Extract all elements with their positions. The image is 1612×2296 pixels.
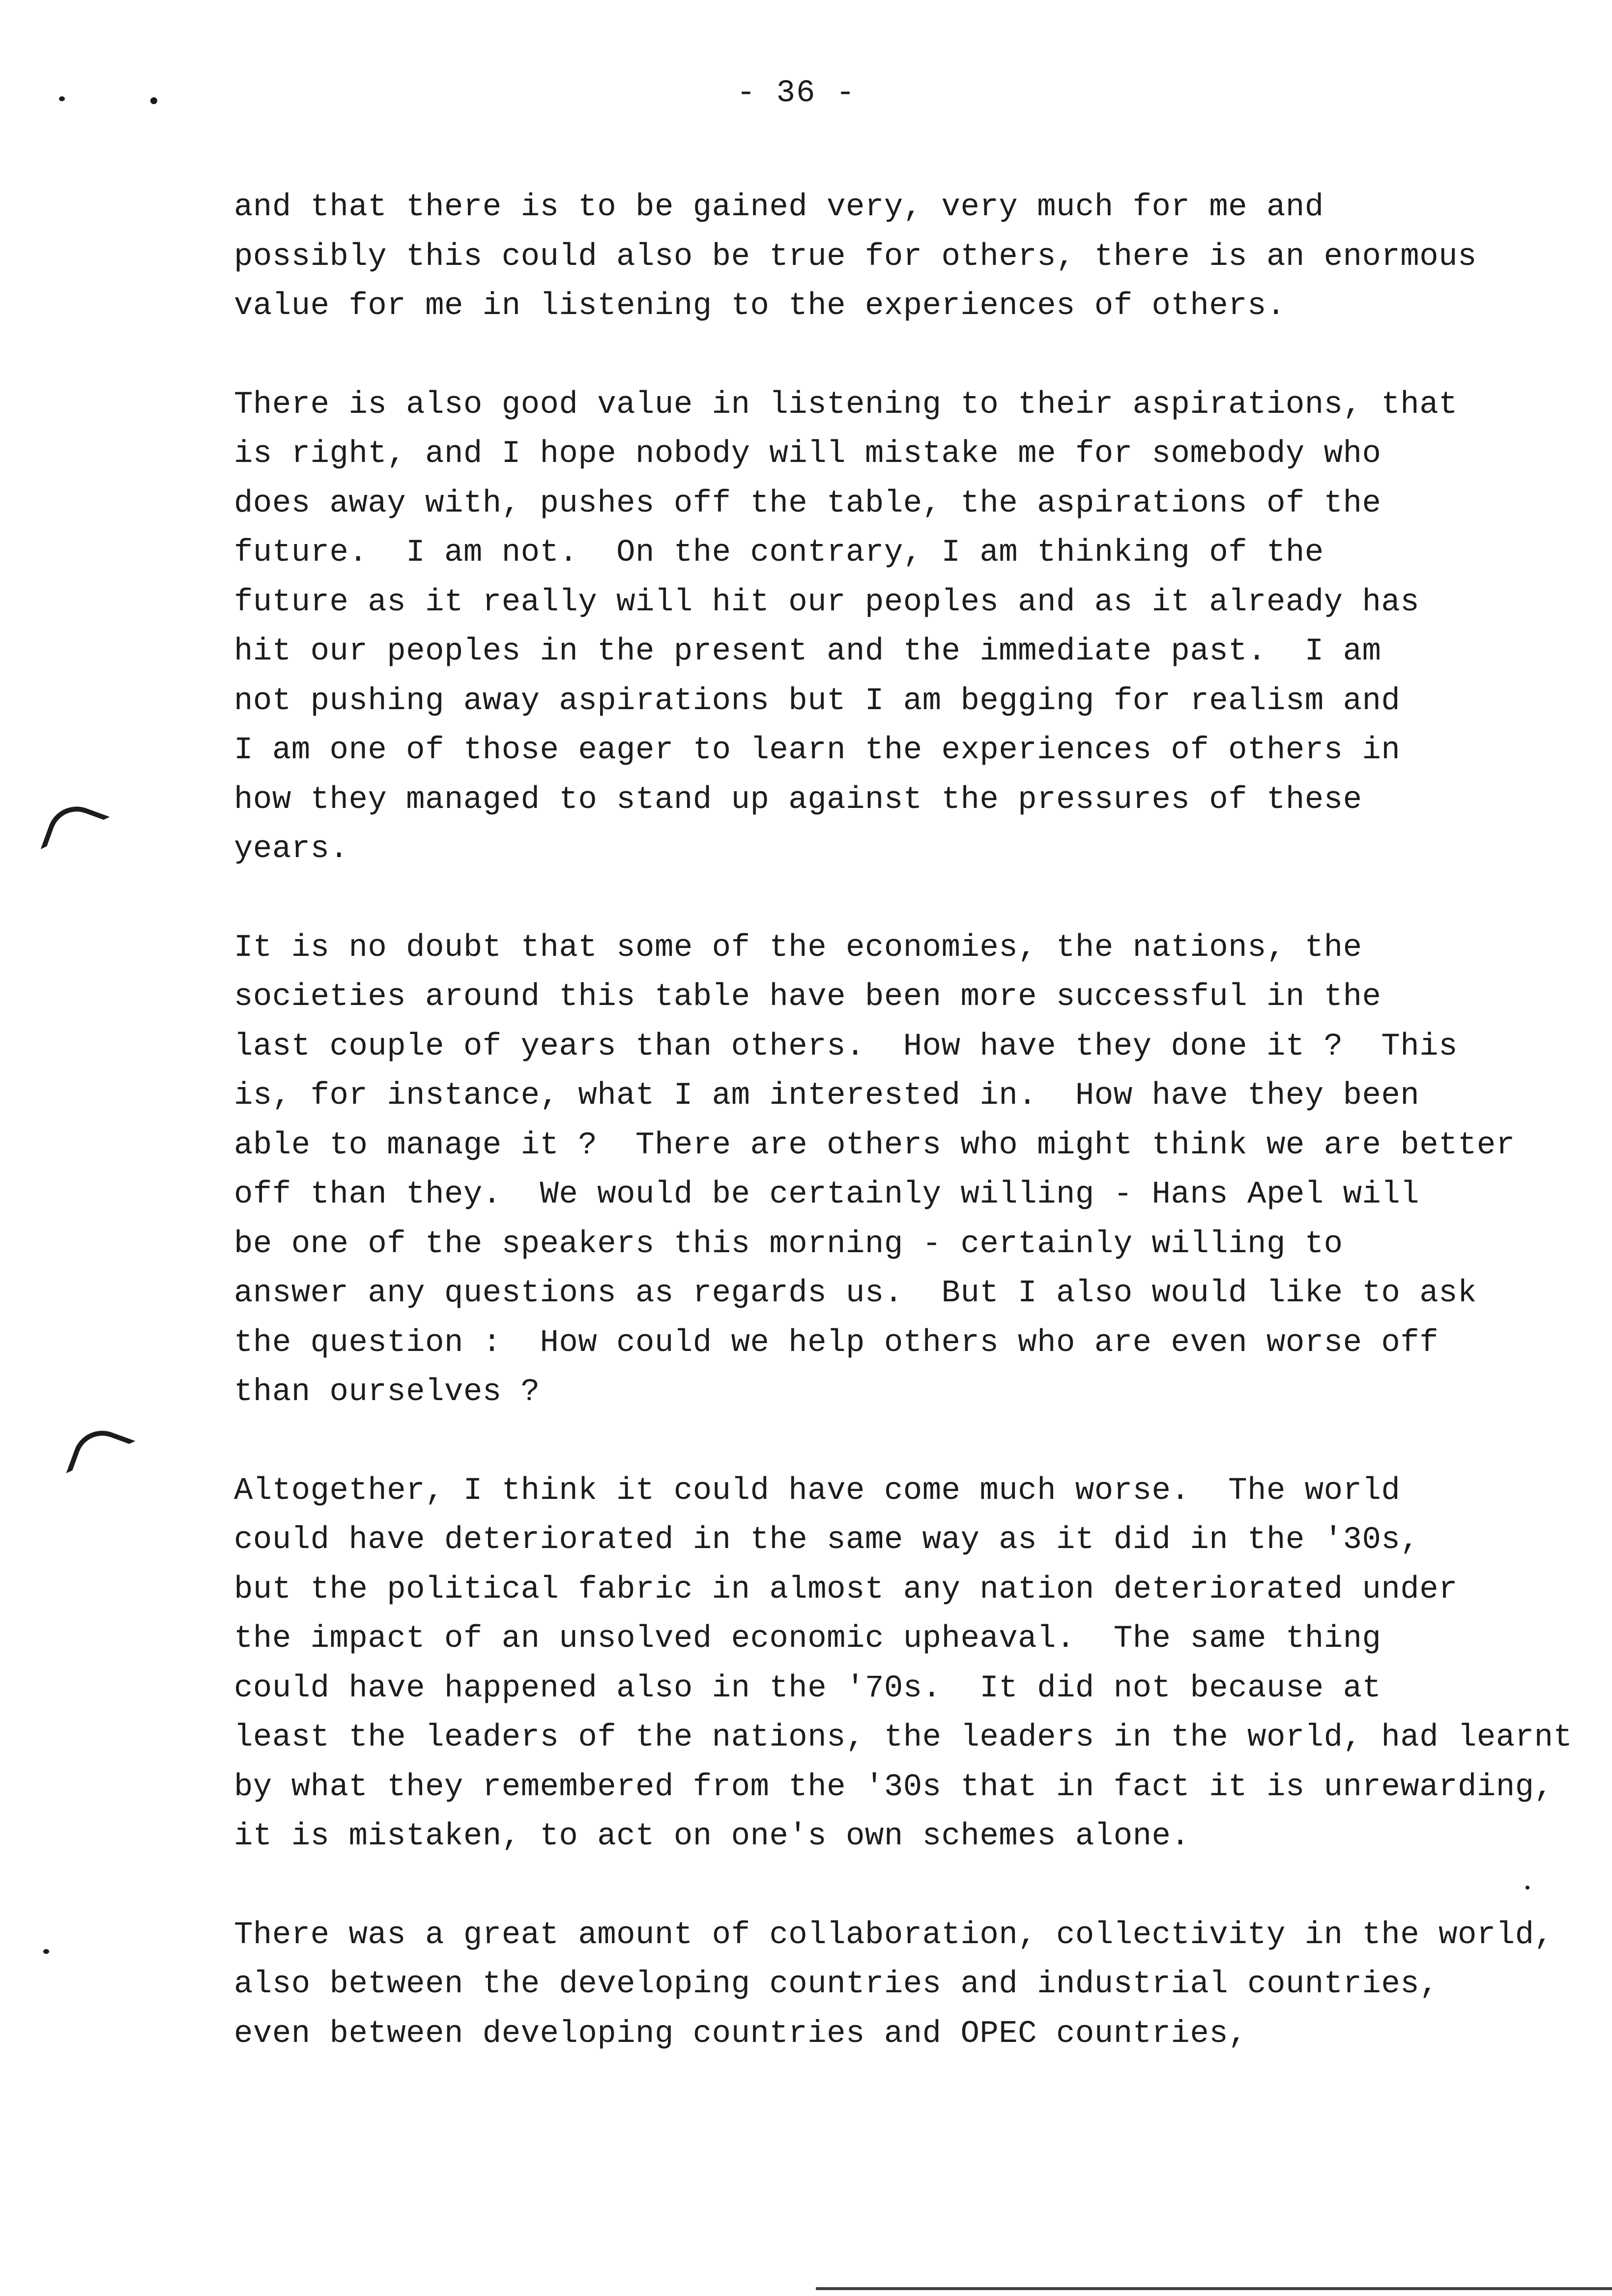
text-line: off than they. We would be certainly willing - Hans Apel will: [234, 1177, 1420, 1212]
body-text: [234, 183, 1605, 2108]
text-line: is, for instance, what I am interested in. How have they been: [234, 1078, 1420, 1114]
scan-speck: [43, 1949, 49, 1954]
paragraph-5: [234, 1911, 1605, 2059]
text-line: It is no doubt that some of the economies, the nations, the: [234, 930, 1362, 966]
text-line: also between the developing countries and industrial countries,: [234, 1967, 1439, 2002]
text-line: and that there is to be gained very, very much for me and: [234, 190, 1324, 225]
text-line: not pushing away aspirations but I am begging for realism and: [234, 683, 1401, 719]
text-line: by what they remembered from the '30s that in fact it is unrewarding,: [234, 1769, 1554, 1805]
text-line: years.: [234, 832, 349, 867]
text-line: how they managed to stand up against the pressures of these: [234, 782, 1362, 818]
scan-speck: [150, 97, 157, 104]
text-line: least the leaders of the nations, the leaders in the world, had learnt: [234, 1720, 1573, 1755]
text-line: There is also good value in listening to their aspirations, that: [234, 387, 1458, 423]
text-line: than ourselves ?: [234, 1375, 540, 1410]
text-line: the impact of an unsolved economic upheaval. The same thing: [234, 1621, 1382, 1657]
scan-speck: [59, 96, 65, 101]
text-line: could have happened also in the '70s. It did not because at: [234, 1670, 1382, 1706]
text-line: does away with, pushes off the table, the aspirations of the: [234, 486, 1382, 521]
text-line: Altogether, I think it could have come much worse. The world: [234, 1473, 1401, 1509]
text-line: future as it really will hit our peoples and as it already has: [234, 584, 1420, 620]
text-line: societies around this table have been more successful in the: [234, 979, 1382, 1015]
bottom-edge-rule: [816, 2287, 1612, 2290]
text-line: able to manage it ? There are others who might think we are better: [234, 1127, 1515, 1163]
text-line: but the political fabric in almost any nation deteriorated under: [234, 1572, 1458, 1607]
text-line: could have deteriorated in the same way as it did in the '30s,: [234, 1522, 1420, 1558]
paragraph-4: [234, 1466, 1605, 1862]
text-line: even between developing countries and OPEC countries,: [234, 2016, 1248, 2052]
text-line: is right, and I hope nobody will mistake me for somebody who: [234, 436, 1382, 472]
text-line: last couple of years than others. How have they done it ? This: [234, 1029, 1458, 1064]
text-line: I am one of those eager to learn the experiences of others in: [234, 733, 1401, 768]
text-line: possibly this could also be true for others, there is an enormous: [234, 239, 1477, 275]
text-line: value for me in listening to the experiences of others.: [234, 288, 1286, 324]
page-number: - 36 -: [736, 76, 856, 111]
text-line: the question : How could we help others who are even worse off: [234, 1325, 1439, 1361]
paragraph-1: [234, 183, 1605, 331]
text-line: it is mistaken, to act on one's own schemes alone.: [234, 1819, 1190, 1854]
paragraph-3: [234, 923, 1605, 1417]
punch-hole-mark: [41, 799, 110, 868]
text-line: future. I am not. On the contrary, I am thinking of the: [234, 535, 1324, 571]
punch-hole-mark: [66, 1423, 136, 1492]
text-line: hit our peoples in the present and the immediate past. I am: [234, 634, 1382, 669]
text-line: answer any questions as regards us. But I also would like to ask: [234, 1276, 1477, 1311]
paragraph-2: [234, 380, 1605, 874]
text-line: There was a great amount of collaboration, collectivity in the world,: [234, 1917, 1554, 1953]
text-line: be one of the speakers this morning - certainly willing to: [234, 1226, 1343, 1262]
